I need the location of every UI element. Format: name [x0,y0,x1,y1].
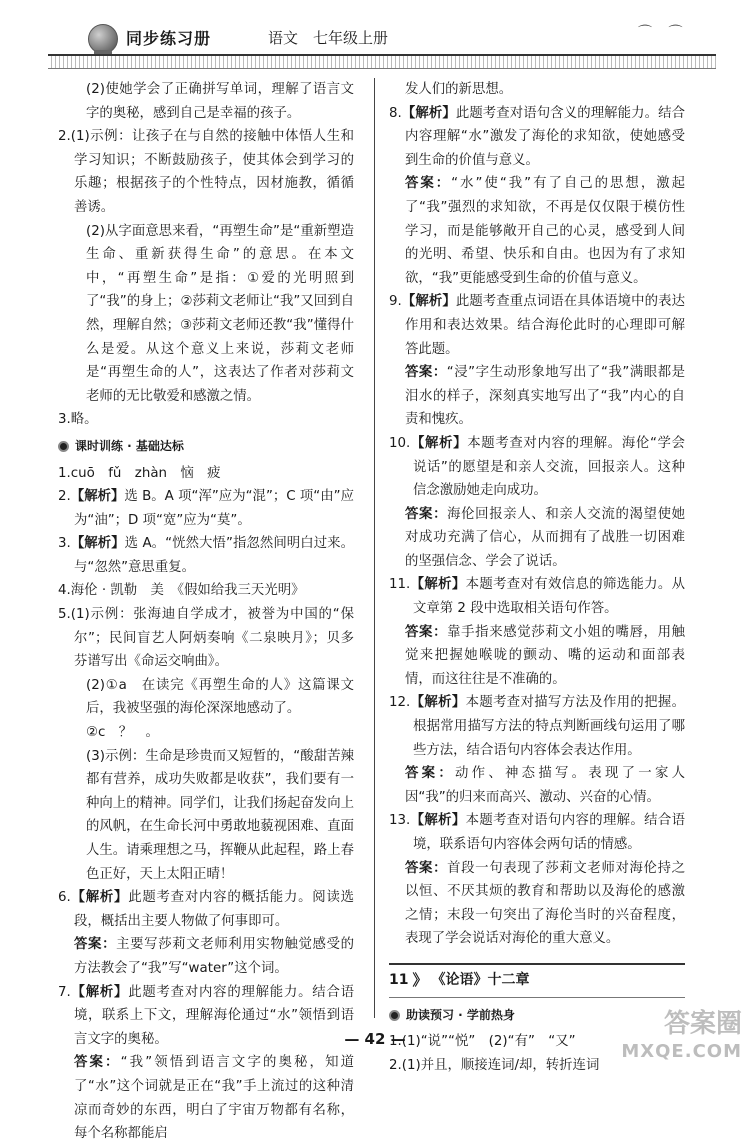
answer-paragraph [58,674,354,721]
chevron-right-icon: 》 [412,970,428,989]
right-column [389,78,685,1077]
paragraph-text: “浸”字生动形象地写出了“我”满眼都是泪水的样子，深刻真实地写出了“我”内心的自责和愧疚。 [405,365,686,428]
chapter-number: 11 [389,971,409,988]
paragraph-text: 本题考查对有效信息的筛选能力。从文章第 2 段中选取相关语句作答。 [413,577,686,617]
paragraph-text: 海伦回报亲人、和亲人交流的渴望使她对成功充满了信心，从而拥有了战胜一切困难的坚强信念、学会了说话。 [405,506,686,569]
paragraph-text: 此题考查对语句含义的理解能力。结合内容理解“水”激发了海伦的求知欲，使她感受到生命的价值与意义。 [405,105,686,168]
paragraph-text: 发人们的新思想。 [405,82,513,97]
paragraph-text: 2.(1)并且，顺接连词/却，转折连词 [389,1057,600,1073]
watermark [612,1010,742,1070]
answer-paragraph [58,485,354,532]
label-tag: 答案： [405,506,448,522]
paragraph-text: 选 A。“恍然大悟”指忽然间明白过来。与“忽然”意思重复。 [74,536,354,575]
answer-paragraph [58,603,354,674]
question-number: 3. [58,536,71,552]
section-bullet-icon [389,1010,400,1021]
header-rule [48,54,716,69]
label-tag: 【解析】 [410,577,466,593]
subject-label: 语文 [268,29,299,47]
label-tag: 答案： [405,624,448,640]
label-tag: 【解析】 [410,813,466,829]
question-number: 7. [58,984,71,1000]
answer-paragraph [58,721,354,745]
answer-paragraph [389,503,685,574]
paragraph-text: ②c ？ 。 [86,725,159,741]
paragraph-text: 此题考查对内容的理解能力。结合语境，联系上下文，理解海伦通过“水”领悟到语言文字的奥秘。 [74,984,355,1047]
left-column [58,78,354,1146]
question-number: 6. [58,890,71,906]
paragraph-text: (2)①a 在读完《再塑生命的人》这篇课文后，我被坚强的海伦深深地感动了。 [86,677,354,717]
paragraph-text: 4.海伦 · 凯勒 美 《假如给我三天光明》 [58,583,305,599]
page-header [48,18,716,70]
question-number: 11. [389,577,411,593]
paragraph-text: “水”使“我”有了自己的思想，激起了“我”强烈的求知欲，不再是仅仅限于模仿性学习，而是能够敞开自己的心灵，感受到人间的光明、希望、快乐和自由。也因为有了求知欲，“我”更能感受到生命的价值与意义。 [405,176,685,286]
answer-paragraph [389,290,685,361]
section-bullet-icon [58,441,69,452]
question-number: 13. [389,813,411,829]
page-number: — 42 — [344,1030,406,1048]
watermark-title: 答案圈 [663,1009,742,1039]
label-tag: 【解析】 [70,984,129,1000]
label-tag: 【解析】 [410,435,468,451]
paragraph-text: 此题考查重点词语在具体语境中的表达作用和表达效果。结合海伦此时的心理即可解答此题。 [405,294,686,357]
paragraph-text: 动作、神态描写。表现了一家人因“我”的归来而高兴、激动、兴奋的心情。 [405,766,686,805]
answer-paragraph [389,573,685,620]
paragraph-text: 本题考查对内容的理解。海伦“学会说话”的愿望是和亲人交流，回报亲人。这种信念激励她走向成功。 [413,435,686,499]
paragraph-text: 5.(1)示例：张海迪自学成才，被誉为中国的“保尔”；民间盲艺人阿炳奏响《二泉映月》；贝多芬谱写出《命运交响曲》。 [58,607,354,670]
answer-paragraph [58,886,354,933]
paragraph-text: (2)从字面意思来看，“再塑生命”是“重新塑造生命、重新获得生命”的意思。在本文中，“再塑生命”是指：①爱的光明照到了“我”的身上；②莎莉文老师让“我”又回到自然，理解自然；③莎莉文老师还教“我”懂得什么是爱。从这个意义上来说，莎莉文老师是“再塑生命的人”，这表达了作者对莎莉文老师的无比敬爱和感激之情。 [86,223,354,404]
label-tag: 答案： [405,176,452,192]
label-tag: 【解析】 [401,294,456,310]
answer-paragraph [58,579,354,603]
answer-paragraph [58,462,354,486]
answer-paragraph [58,78,354,125]
question-number: 2. [58,489,71,505]
label-tag: 【解析】 [70,536,125,552]
section-heading [58,435,354,459]
birds-decoration-icon: ⌒ ⌒ [638,25,689,41]
grade-label: 七年级上册 [313,29,389,47]
answer-paragraph [389,102,685,173]
answer-paragraph [389,857,685,951]
answer-paragraph [58,532,354,579]
label-tag: 答案： [74,1055,121,1071]
answer-paragraph [58,1051,354,1145]
section-heading-text: 助读预习 · 学前热身 [406,1007,515,1022]
paragraph-text: “我”领悟到语言文字的奥秘，知道了“水”这个词就是正在“我”手上流过的这种清凉而奇妙的东西，明白了宇宙万物都有名称，每个名称都能启 [74,1055,355,1142]
question-number: 8. [389,105,402,121]
paragraph-text: 3.略。 [58,412,98,428]
label-tag: 【解析】 [70,489,125,505]
label-tag: 答案： [74,937,117,953]
chapter-heading [389,963,685,998]
label-tag: 答案： [405,365,447,381]
answer-paragraph [389,762,685,809]
label-tag: 答案： [405,766,455,782]
column-divider [374,78,375,1018]
chapter-title: 《论语》十二章 [431,971,530,988]
label-tag: 【解析】 [401,105,456,121]
answer-paragraph [58,933,354,980]
paragraph-text: (3)示例：生命是珍贵而又短暂的，“酸甜苦辣都有营养，成功失败都是收获”，我们要有一种向上的精神。同学们，让我们扬起奋发向上的风帆，在生命长河中勇敢地藐视困难、直面人生。请乘理想之马，挥鞭从此起程，路上春色正好，天上太阳正晴！ [86,748,354,882]
paragraph-text: 1.cuō fǔ zhàn 恼 疲 [58,465,221,481]
label-tag: 【解析】 [410,695,466,711]
paragraph-text: 主要写莎莉文老师利用实物触觉感受的方法教会了“我”写“water”这个词。 [74,937,355,976]
answer-paragraph [389,621,685,692]
answer-paragraph [389,78,685,102]
answer-paragraph [58,125,354,219]
paragraph-text: 本题考查对语句内容的理解。结合语境，联系语句内容体会两句话的情感。 [413,813,686,852]
question-number: 9. [389,294,402,310]
answer-paragraph [389,361,685,432]
answer-paragraph [58,220,354,409]
answer-paragraph [389,809,685,856]
answer-paragraph [58,408,354,432]
paragraph-text: 1.(1)“说”“悦” (2)“有” “又” [389,1034,576,1050]
watermark-url: MXQE.COM [621,1041,742,1062]
label-tag: 答案： [405,860,448,876]
question-number: 10. [389,435,411,451]
paragraph-text: 2.(1)示例：让孩子在与自然的接触中体悟人生和学习知识；不断鼓励孩子，使其体会到学习的乐趣；根据孩子的个性特点，因材施教，循循善诱。 [58,129,354,215]
paragraph-text: 首段一句表现了莎莉文老师对海伦持之以恒、不厌其烦的教育和帮助以及海伦的感激之情；末段一句突出了海伦当时的兴奋程度，表现了学会说话对海伦的重大意义。 [405,860,686,947]
book-title: 同步练习册 [126,29,212,48]
answer-paragraph [389,432,685,503]
section-heading-text: 课时训练 · 基础达标 [75,438,184,453]
answer-paragraph [389,691,685,762]
paragraph-text: (2)使她学会了正确拼写单词，理解了语言文字的奥秘，感到自己是幸福的孩子。 [86,82,354,121]
answer-paragraph [389,172,685,290]
paragraph-text: 本题考查对描写方法及作用的把握。根据常用描写方法的特点判断画线句运用了哪些方法，结合语句内容体会表达作用。 [413,695,686,758]
answer-paragraph [58,745,354,887]
question-number: 12. [389,695,411,711]
paragraph-text: 此题考查对内容的概括能力。阅读选段，概括出主要人物做了何事即可。 [74,890,355,929]
paragraph-text: 选 B。A 项“浑”应为“混”；C 项“由”应为“油”；D 项“宽”应为“莫”。 [74,489,354,528]
label-tag: 【解析】 [70,890,129,906]
paragraph-text: 靠手指来感觉莎莉文小姐的嘴唇，用触觉来把握她喉咙的颤动、嘴的运动和面部表情，而这往往是不准确的。 [405,624,686,687]
